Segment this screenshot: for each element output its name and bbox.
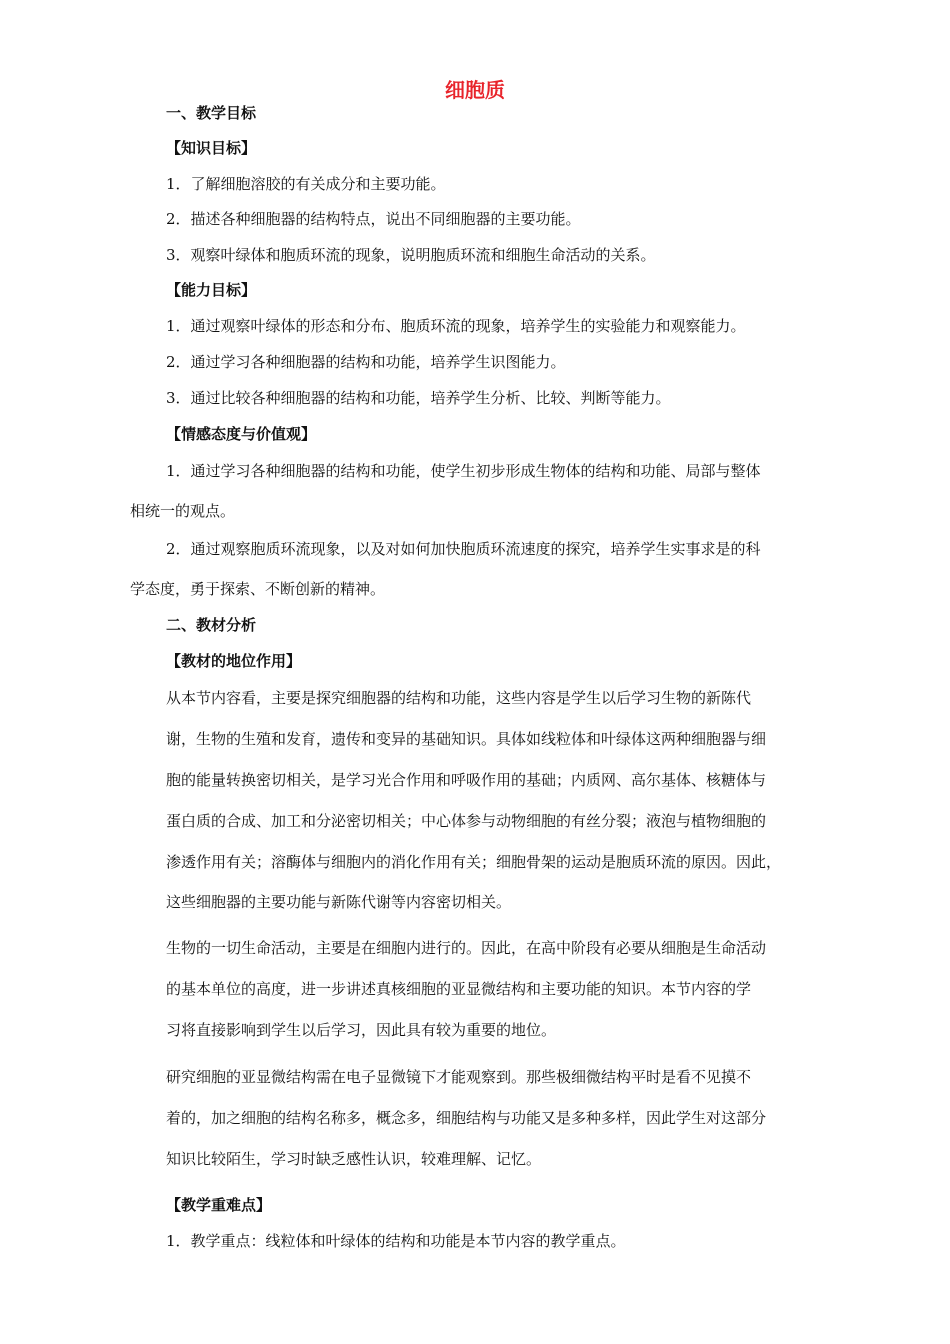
ability-item: 2．通过学习各种细胞器的结构和功能，培养学生识图能力。 xyxy=(166,353,566,371)
emotion-item-2-line2: 学态度，勇于探索、不断创新的精神。 xyxy=(130,580,386,598)
section-heading-teaching-goals: 一、教学目标 xyxy=(166,104,257,122)
knowledge-item: 2．描述各种细胞器的结构特点，说出不同细胞器的主要功能。 xyxy=(166,210,581,228)
position-para1-line: 蛋白质的合成、加工和分泌密切相关；中心体参与动物细胞的有丝分裂；液泡与植物细胞的 xyxy=(166,812,767,830)
position-para2-line: 生物的一切生命活动，主要是在细胞内进行的。因此，在高中阶段有必要从细胞是生命活动 xyxy=(166,939,767,957)
subheading-emotion-values: 【情感态度与价值观】 xyxy=(166,425,317,443)
emotion-item-1-line1: 1．通过学习各种细胞器的结构和功能，使学生初步形成生物体的结构和功能、局部与整体 xyxy=(166,462,761,480)
position-para3-line: 知识比较陌生，学习时缺乏感性认识，较难理解、记忆。 xyxy=(166,1150,542,1168)
position-para1-line: 胞的能量转换密切相关，是学习光合作用和呼吸作用的基础；内质网、高尔基体、核糖体与 xyxy=(166,771,767,789)
subheading-ability-goals: 【能力目标】 xyxy=(166,281,257,299)
position-para2-line: 的基本单位的高度，进一步讲述真核细胞的亚显微结构和主要功能的知识。本节内容的学 xyxy=(166,980,752,998)
emotion-item-1-line2: 相统一的观点。 xyxy=(130,502,236,520)
position-para3-line: 研究细胞的亚显微结构需在电子显微镜下才能观察到。那些极细微结构平时是看不见摸不 xyxy=(166,1068,752,1086)
document-title: 细胞质 xyxy=(445,78,505,102)
position-para1-line: 从本节内容看，主要是探究细胞器的结构和功能，这些内容是学生以后学习生物的新陈代 xyxy=(166,689,752,707)
key-point-item: 1．教学重点：线粒体和叶绿体的结构和功能是本节内容的教学重点。 xyxy=(166,1232,626,1250)
position-para2-line: 习将直接影响到学生以后学习，因此具有较为重要的地位。 xyxy=(166,1021,557,1039)
knowledge-item: 1．了解细胞溶胶的有关成分和主要功能。 xyxy=(166,175,446,193)
position-para3-line: 着的，加之细胞的结构名称多，概念多，细胞结构与功能又是多种多样，因此学生对这部分 xyxy=(166,1109,767,1127)
subheading-key-difficult-points: 【教学重难点】 xyxy=(166,1196,272,1214)
section-heading-material-analysis: 二、教材分析 xyxy=(166,616,257,634)
subheading-knowledge-goals: 【知识目标】 xyxy=(166,139,257,157)
subheading-material-position: 【教材的地位作用】 xyxy=(166,652,302,670)
position-para1-line: 渗透作用有关；溶酶体与细胞内的消化作用有关；细胞骨架的运动是胞质环流的原因。因此， xyxy=(166,853,782,871)
knowledge-item: 3．观察叶绿体和胞质环流的现象，说明胞质环流和细胞生命活动的关系。 xyxy=(166,246,656,264)
ability-item: 3．通过比较各种细胞器的结构和功能，培养学生分析、比较、判断等能力。 xyxy=(166,389,671,407)
position-para1-line: 谢，生物的生殖和发育，遗传和变异的基础知识。具体如线粒体和叶绿体这两种细胞器与细 xyxy=(166,730,767,748)
emotion-item-2-line1: 2．通过观察胞质环流现象，以及对如何加快胞质环流速度的探究，培养学生实事求是的科 xyxy=(166,540,761,558)
position-para1-line: 这些细胞器的主要功能与新陈代谢等内容密切相关。 xyxy=(166,893,512,911)
ability-item: 1．通过观察叶绿体的形态和分布、胞质环流的现象，培养学生的实验能力和观察能力。 xyxy=(166,317,746,335)
